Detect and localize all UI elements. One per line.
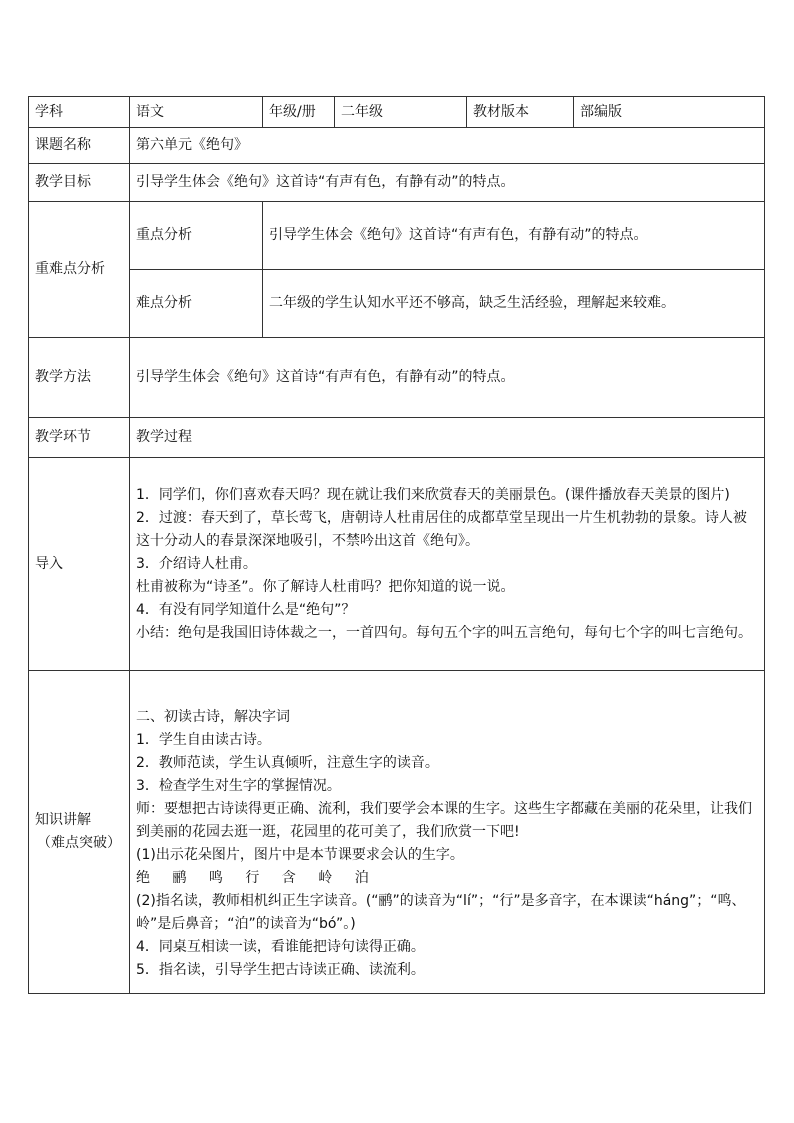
- lesson-plan-table: [28, 96, 765, 994]
- knowledge-label-sub: （难点突破）: [37, 835, 121, 851]
- lesson-plan-document: [28, 96, 764, 994]
- difficulty-label: 重难点分析: [29, 202, 130, 338]
- method-value: 引导学生体会《绝句》这首诗“有声有色，有静有动”的特点。: [130, 338, 765, 418]
- intro-row: [29, 458, 765, 671]
- knowledge-label-main: 知识讲解: [35, 812, 91, 828]
- knowledge-line-2: 1．学生自由读古诗。: [136, 731, 271, 748]
- knowledge-line-1: 二、初读古诗，解决字词: [136, 708, 290, 725]
- intro-line-4: 杜甫被称为“诗圣”。你了解诗人杜甫吗？把你知道的说一说。: [136, 578, 515, 595]
- goal-label: 教学目标: [29, 164, 130, 202]
- grade-label: 年级/册: [263, 97, 335, 128]
- knowledge-line-6: (1)出示花朵图片，图片中是本节课要求会认的生字。: [136, 846, 464, 863]
- topic-row: [29, 128, 765, 164]
- knowledge-label: [29, 671, 130, 994]
- knowledge-line-9: 4．同桌互相读一读，看谁能把诗句读得正确。: [136, 938, 425, 955]
- subject-value: 语文: [130, 97, 263, 128]
- subject-label: 学科: [29, 97, 130, 128]
- key-point-label: 重点分析: [130, 202, 263, 270]
- knowledge-line-10: 5．指名读，引导学生把古诗读正确、读流利。: [136, 961, 425, 978]
- intro-line-1: 1．同学们，你们喜欢春天吗？现在就让我们来欣赏春天的美丽景色。(课件播放春天美景的图片): [136, 486, 730, 503]
- knowledge-row: [29, 671, 765, 994]
- textbook-label: 教材版本: [467, 97, 574, 128]
- hard-point-row: [29, 270, 765, 338]
- section-label: 教学环节: [29, 418, 130, 458]
- topic-label: 课题名称: [29, 128, 130, 164]
- intro-line-3: 3．介绍诗人杜甫。: [136, 555, 257, 572]
- knowledge-content: [130, 671, 765, 994]
- header-row: [29, 97, 765, 128]
- knowledge-line-8: (2)指名读，教师相机纠正生字读音。(“鹂”的读音为“lí”；“行”是多音字，在本课读“háng”；“鸣、岭”是后鼻音；“泊”的读音为“bó”。): [136, 892, 746, 932]
- new-characters-line: 绝 鹂 鸣 行 含 岭 泊: [136, 869, 378, 886]
- topic-value: 第六单元《绝句》: [130, 128, 765, 164]
- knowledge-line-3: 2．教师范读，学生认真倾听，注意生字的读音。: [136, 754, 439, 771]
- textbook-value: 部编版: [574, 97, 765, 128]
- knowledge-line-4: 3．检查学生对生字的掌握情况。: [136, 777, 341, 794]
- intro-content: [130, 458, 765, 671]
- section-row: [29, 418, 765, 458]
- hard-point-value: 二年级的学生认知水平还不够高，缺乏生活经验，理解起来较难。: [263, 270, 765, 338]
- grade-value: 二年级: [335, 97, 467, 128]
- goal-row: [29, 164, 765, 202]
- hard-point-label: 难点分析: [130, 270, 263, 338]
- method-row: [29, 338, 765, 418]
- intro-line-6: 小结：绝句是我国旧诗体裁之一，一首四句。每句五个字的叫五言绝句，每句七个字的叫七言绝句。: [136, 624, 752, 641]
- intro-label: 导入: [29, 458, 130, 671]
- intro-line-2: 2．过渡：春天到了，草长莺飞，唐朝诗人杜甫居住的成都草堂呈现出一片生机勃勃的景象。诗人被这十分动人的春景深深地吸引，不禁吟出这首《绝句》。: [136, 509, 747, 549]
- goal-value: 引导学生体会《绝句》这首诗“有声有色，有静有动”的特点。: [130, 164, 765, 202]
- knowledge-blank-line: [136, 683, 758, 706]
- key-point-value: 引导学生体会《绝句》这首诗“有声有色，有静有动”的特点。: [263, 202, 765, 270]
- key-point-row: [29, 202, 765, 270]
- section-value: 教学过程: [130, 418, 765, 458]
- method-label: 教学方法: [29, 338, 130, 418]
- knowledge-line-5: 师：要想把古诗读得更正确、流利，我们要学会本课的生字。这些生字都藏在美丽的花朵里，让我们到美丽的花园去逛一逛，花园里的花可美了，我们欣赏一下吧!: [136, 800, 752, 840]
- intro-line-5: 4．有没有同学知道什么是“绝句”？: [136, 601, 356, 618]
